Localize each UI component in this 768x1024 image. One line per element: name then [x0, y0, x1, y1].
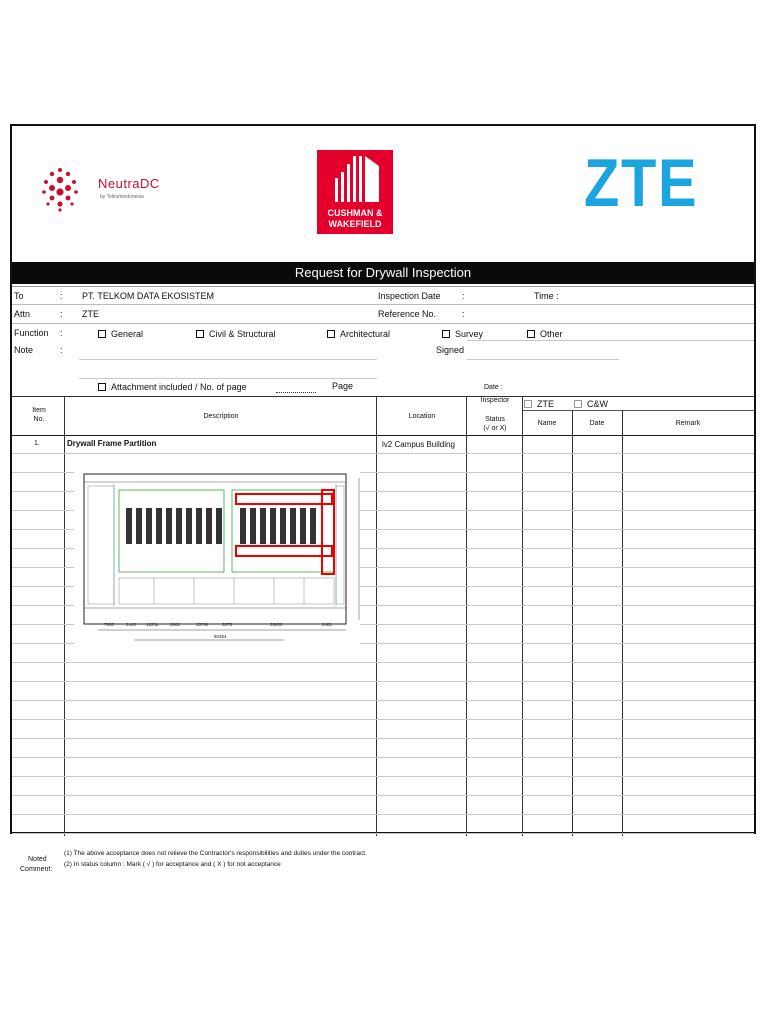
reference-label: Reference No. — [378, 309, 437, 319]
neutradc-sub: by Telkomindonesia — [100, 194, 144, 200]
table-row-line — [12, 757, 754, 758]
plan-dimension-label: 2882 — [170, 622, 181, 627]
header-cw-check[interactable]: C&W — [574, 399, 608, 409]
inspection-form — [10, 124, 756, 834]
cushman-line2: WAKEFIELD — [328, 219, 382, 229]
to-colon: : — [60, 291, 63, 301]
plan-dimension-label: 3375 — [222, 622, 233, 627]
server-rack — [196, 508, 202, 544]
row-1-location: lv2 Campus Building — [382, 440, 455, 449]
table-row-line — [12, 795, 754, 796]
server-rack — [186, 508, 192, 544]
header-name: Name — [537, 420, 557, 427]
server-rack — [300, 508, 306, 544]
server-rack — [310, 508, 316, 544]
table-row-line — [12, 814, 754, 815]
checkbox-icon — [327, 330, 335, 338]
server-rack — [240, 508, 246, 544]
function-option-survey[interactable]: Survey — [442, 329, 483, 339]
note-label: Note — [14, 345, 34, 355]
attn-colon: : — [60, 309, 63, 319]
checkbox-icon — [524, 400, 532, 408]
signed-label: Signed — [436, 345, 465, 355]
checkbox-icon — [196, 330, 204, 338]
reference-colon: : — [462, 309, 465, 319]
note-colon: : — [60, 345, 63, 355]
server-rack — [126, 508, 132, 544]
table-row-line — [12, 776, 754, 777]
table-row-line — [12, 833, 754, 834]
server-rack — [136, 508, 142, 544]
server-rack — [206, 508, 212, 544]
plan-dimension-label: 2440 — [126, 622, 137, 627]
plan-dimension-label: 7950 — [104, 622, 115, 627]
table-row-line — [12, 662, 754, 663]
cushman-wakefield-logo — [317, 150, 393, 234]
header-status: Status (√ or X) — [483, 416, 507, 432]
table-row-line — [12, 453, 754, 454]
attn-label: Attn — [14, 309, 31, 319]
zte-logo: ZTE — [584, 145, 699, 221]
function-label: Function — [14, 328, 49, 338]
header-location: Location — [408, 413, 436, 420]
plan-dimension-label: 12234 — [146, 622, 159, 627]
header-item-no: Item No. — [32, 407, 46, 423]
checkbox-icon — [98, 383, 106, 391]
checkbox-icon — [574, 400, 582, 408]
table-row-line — [12, 700, 754, 701]
server-rack — [166, 508, 172, 544]
server-rack — [250, 508, 256, 544]
form-title: Request for Drywall Inspection — [12, 262, 754, 284]
header-date: Date — [589, 420, 605, 427]
attachment-page-label: Page — [332, 381, 354, 391]
neutradc-wordmark: NeutraDC — [98, 176, 160, 191]
table-row-line — [12, 681, 754, 682]
neutradc-logo — [40, 166, 180, 216]
row-1-description: Drywall Frame Partition — [67, 439, 157, 448]
function-option-other[interactable]: Other — [527, 329, 563, 339]
plan-dimension-label: 80394 — [214, 634, 227, 639]
header-description: Description — [203, 413, 239, 420]
note-line-1: (1) The above acceptance does not relieve the Contractor's responsibilities and duties under the contract. — [64, 850, 367, 857]
function-option-civil[interactable]: Civil & Structural — [196, 329, 276, 339]
plan-dimension-label: 15764 — [196, 622, 209, 627]
plan-dimension-label: 35200 — [270, 622, 283, 627]
function-colon: : — [60, 328, 63, 338]
function-option-general[interactable]: General — [98, 329, 143, 339]
header-remark: Remark — [675, 420, 701, 427]
date-label: Date : — [484, 384, 503, 391]
server-rack — [290, 508, 296, 544]
attachment-checkbox[interactable]: Attachment included / No. of page — [98, 382, 247, 392]
note-line-2: (2) In status column : Mark ( √ ) for acceptance and ( X ) for not acceptance — [64, 861, 281, 868]
header-inspector: Inspector — [480, 397, 510, 404]
server-rack — [146, 508, 152, 544]
checkbox-icon — [98, 330, 106, 338]
checkbox-icon — [527, 330, 535, 338]
server-rack — [176, 508, 182, 544]
table-row-line — [12, 719, 754, 720]
plan-dimension-label: 2481 — [322, 622, 333, 627]
to-value: PT. TELKOM DATA EKOSISTEM — [82, 291, 215, 301]
time-label: Time : — [534, 291, 559, 301]
server-rack — [260, 508, 266, 544]
function-option-architectural[interactable]: Architectural — [327, 329, 390, 339]
cushman-line1: CUSHMAN & — [327, 208, 383, 218]
floor-plan-drawing — [74, 460, 360, 648]
table-row-line — [12, 738, 754, 739]
comment-label: Comment: — [20, 866, 53, 873]
server-rack — [156, 508, 162, 544]
row-1-no: 1. — [34, 440, 40, 447]
checkbox-icon — [442, 330, 450, 338]
server-rack — [216, 508, 222, 544]
header-zte-check[interactable]: ZTE — [524, 399, 554, 409]
server-rack — [270, 508, 276, 544]
noted-label: Noted — [28, 856, 47, 863]
attachment-page-dots — [276, 392, 316, 393]
inspection-date-label: Inspection Date — [378, 291, 441, 301]
server-rack — [280, 508, 286, 544]
to-label: To — [14, 291, 24, 301]
inspection-date-colon: : — [462, 291, 465, 301]
attn-value: ZTE — [82, 309, 99, 319]
